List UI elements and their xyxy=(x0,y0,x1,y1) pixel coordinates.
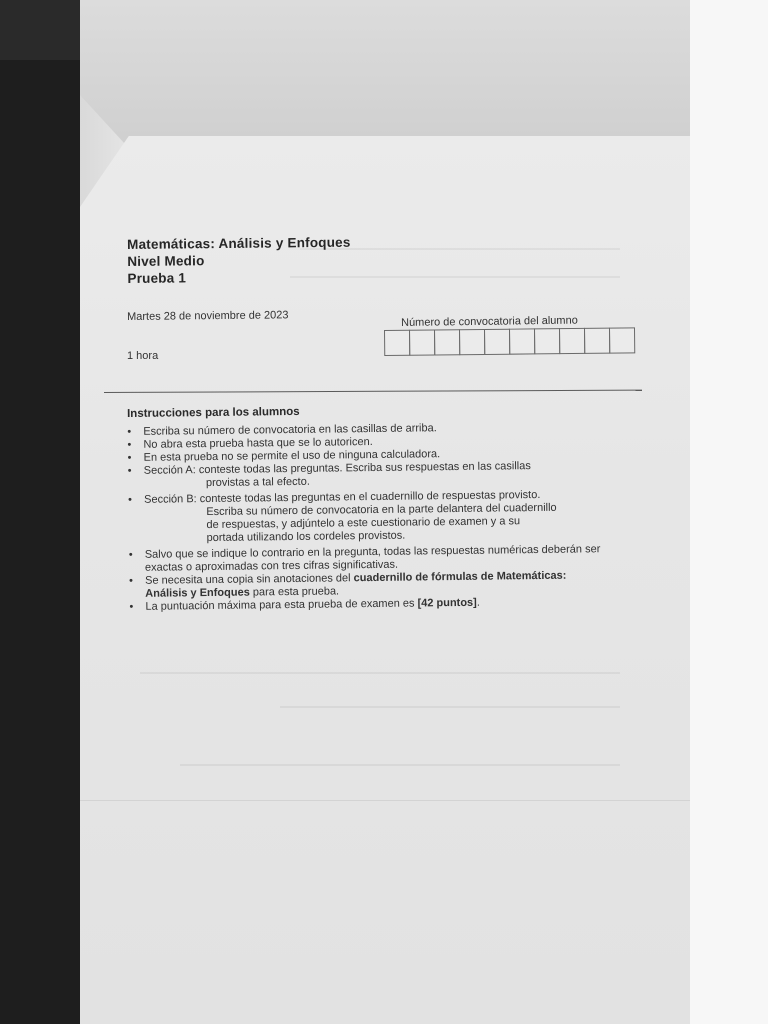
bullet-icon: • xyxy=(127,425,132,438)
instruction-item-section-b: • Sección B: conteste todas las preguntas en el cuadernillo de respuestas provisto. Escriba su número de convocatoria en la parte delantera del cuadernillo de respuestas, y adjúntelo a este cuestionario de examen y a su portada utilizando los cordeles provistos. xyxy=(128,488,557,545)
candidate-number-box[interactable] xyxy=(559,328,585,354)
subject-title: Matemáticas: Análisis y Enfoques xyxy=(127,234,351,252)
instructions-section xyxy=(127,401,674,614)
candidate-number-label: Número de convocatoria del alumno xyxy=(401,314,578,329)
bullet-icon: • xyxy=(127,438,132,451)
candidate-number-box[interactable] xyxy=(509,328,535,354)
instruction-item-section-a: • Sección A: conteste todas las preguntas. Escriba sus respuestas en las casillas provistas a tal efecto. xyxy=(127,460,531,490)
formula-booklet-subject: Análisis y Enfoques xyxy=(145,586,250,600)
divider-line xyxy=(104,390,642,393)
candidate-number-box[interactable] xyxy=(384,330,410,356)
candidate-number-boxes xyxy=(384,327,634,356)
candidate-number-box[interactable] xyxy=(534,328,560,354)
exam-title-block xyxy=(127,234,351,287)
instruction-item-rounding: • Salvo que se indique lo contrario en la pregunta, todas las respuestas numéricas deberán ser exactas o aproximadas con tres cifras significativas. xyxy=(128,543,601,574)
candidate-number-box[interactable] xyxy=(434,329,460,355)
instruction-item-formula-booklet: • Se necesita una copia sin anotaciones del cuadernillo de fórmulas de Matemáticas: Análisis y Enfoques para esta prueba. xyxy=(129,569,567,600)
instruction-item-max-score: • La puntuación máxima para esta prueba de examen es [42 puntos]. xyxy=(129,596,480,613)
candidate-number-box[interactable] xyxy=(609,327,635,353)
instruction-item: • No abra esta prueba hasta que se lo autoricen. xyxy=(127,436,373,451)
candidate-number-box[interactable] xyxy=(409,329,435,355)
exam-duration: 1 hora xyxy=(127,350,159,362)
paper-title: Prueba 1 xyxy=(127,270,187,286)
bullet-icon: • xyxy=(129,600,134,613)
exam-date: Martes 28 de noviembre de 2023 xyxy=(127,309,289,323)
bullet-icon: • xyxy=(127,451,132,464)
bullet-icon: • xyxy=(128,548,133,561)
candidate-number-box[interactable] xyxy=(484,329,510,355)
instruction-item: • Escriba su número de convocatoria en las casillas de arriba. xyxy=(127,422,437,438)
section-b-label: Sección B: xyxy=(144,493,197,506)
bullet-icon: • xyxy=(128,493,133,506)
section-a-label: Sección A: xyxy=(143,464,196,477)
candidate-number-box[interactable] xyxy=(584,328,610,354)
candidate-number-box[interactable] xyxy=(459,329,485,355)
bullet-icon: • xyxy=(127,464,132,477)
max-score-value: [42 puntos] xyxy=(417,596,477,610)
formula-booklet-name: cuadernillo de fórmulas de Matemáticas: xyxy=(353,569,567,585)
bullet-icon: • xyxy=(129,574,134,587)
level-title: Nivel Medio xyxy=(127,253,205,269)
instruction-item: • En esta prueba no se permite el uso de ninguna calculadora. xyxy=(127,448,441,464)
instructions-heading: Instrucciones para los alumnos xyxy=(127,405,300,420)
